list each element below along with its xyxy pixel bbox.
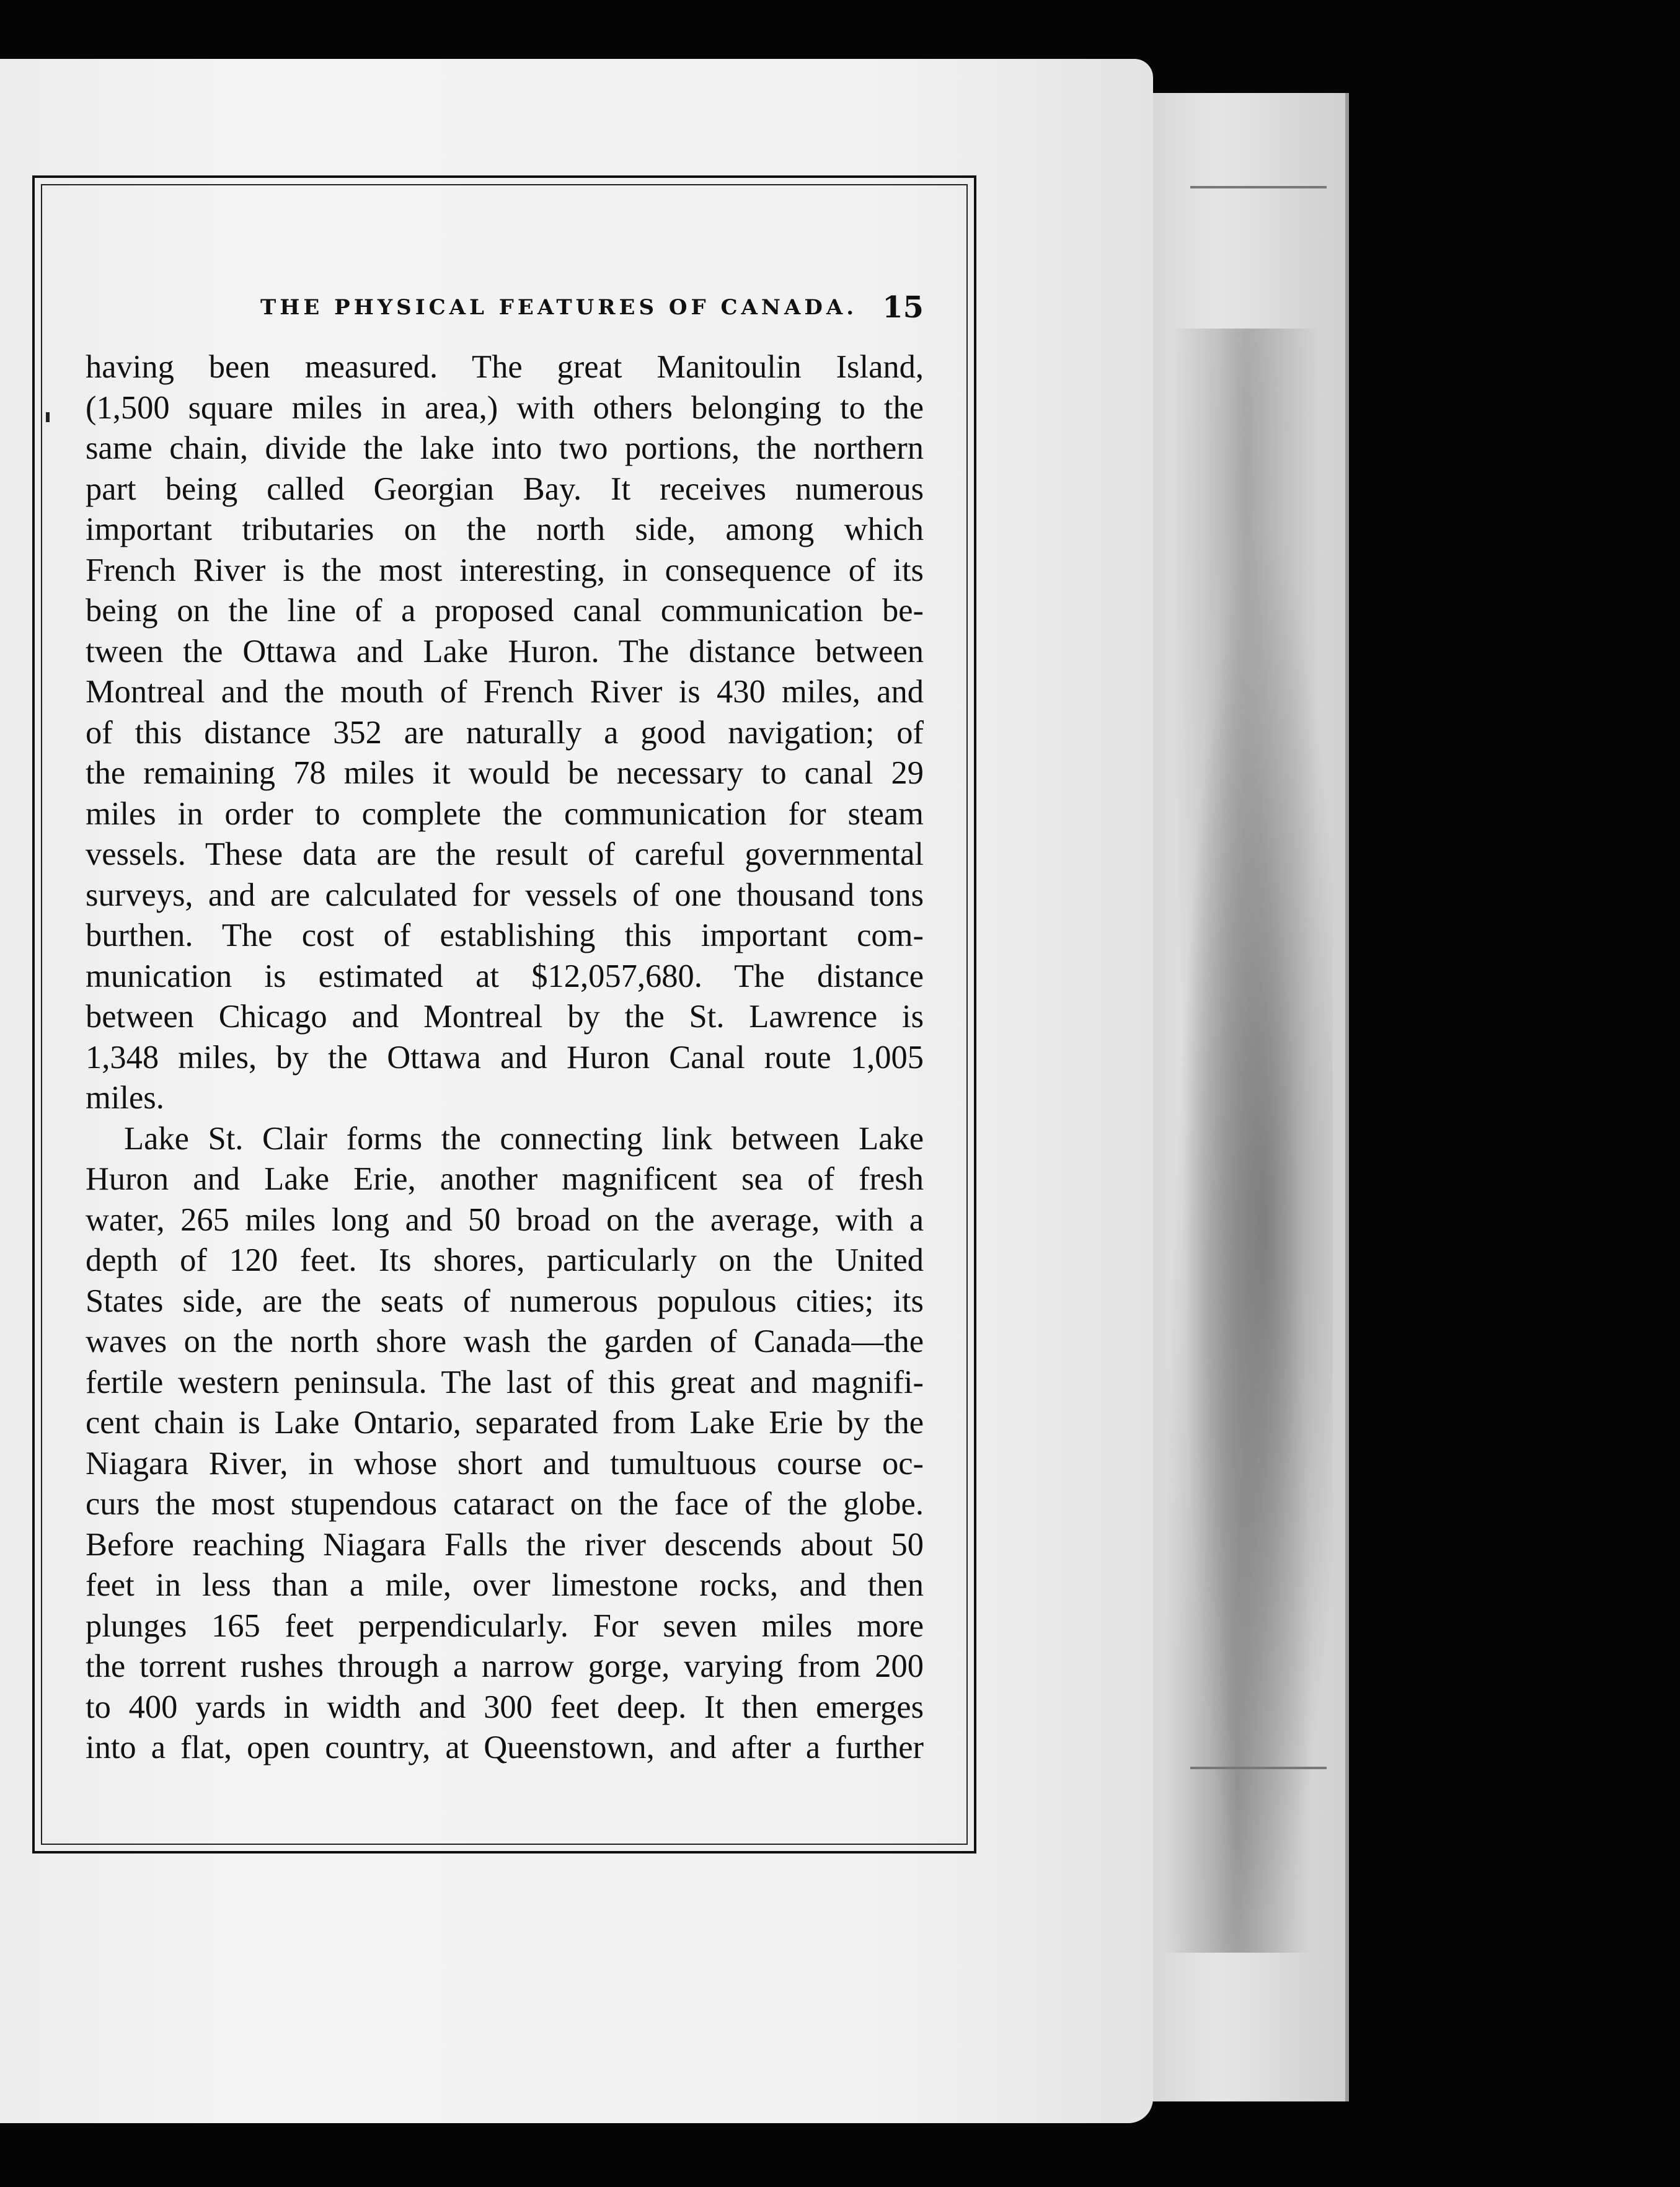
text-line: Before reaching Niagara Falls the river descends about 50 (86, 1526, 924, 1563)
text-line: vessels. These data are the result of careful governmental (86, 836, 924, 872)
text-line: between Chicago and Montreal by the St. Lawrence is (86, 999, 924, 1035)
text-line: of this distance 352 are naturally a good navigation; of (86, 714, 924, 751)
text-line: cent chain is Lake Ontario, separated from Lake Erie by the (86, 1405, 924, 1441)
text-line: burthen. The cost of establishing this important com- (86, 917, 924, 953)
page-edge-mark (1190, 186, 1327, 188)
page-header (43, 290, 924, 334)
text-line: surveys, and are calculated for vessels of one thousand tons (86, 877, 924, 913)
text-line: miles in order to complete the communication for steam (86, 795, 924, 832)
text-line: States side, are the seats of numerous populous cities; its (86, 1283, 924, 1319)
page-number: 15 (882, 290, 924, 325)
text-line: Montreal and the mouth of French River is 430 miles, and (86, 674, 924, 710)
text-line: being on the line of a proposed canal communication be- (86, 593, 924, 629)
text-line: Niagara River, in whose short and tumultuous course oc- (86, 1445, 924, 1482)
text-line: Lake St. Clair forms the connecting link between Lake (124, 1120, 924, 1157)
text-line: tween the Ottawa and Lake Huron. The distance between (86, 633, 924, 669)
text-line: munication is estimated at $12,057,680. The distance (86, 958, 924, 994)
paragraph (86, 1119, 924, 1769)
text-line: waves on the north shore wash the garden of Canada—the (86, 1323, 924, 1359)
text-line: feet in less than a mile, over limestone rocks, and then (86, 1567, 924, 1603)
margin-mark (46, 412, 50, 422)
text-line: miles. (86, 1080, 164, 1116)
running-head: THE PHYSICAL FEATURES OF CANADA. (260, 295, 858, 320)
next-page-edge (1134, 93, 1349, 2101)
text-line: into a flat, open country, at Queenstown, and after a further (86, 1730, 924, 1765)
page-stain (1159, 329, 1333, 1953)
text-line: Huron and Lake Erie, another magnificent sea of fresh (86, 1161, 924, 1197)
text-line: fertile western peninsula. The last of this great and magnifi- (86, 1364, 924, 1400)
text-line: plunges 165 feet perpendicularly. For seven miles more (86, 1607, 924, 1644)
text-line: curs the most stupendous cataract on the face of the globe. (86, 1486, 924, 1522)
text-line: (1,500 square miles in area,) with others belonging to the (86, 389, 924, 426)
text-line: same chain, divide the lake into two portions, the northern (86, 430, 924, 466)
body-text (86, 347, 924, 1769)
text-line: important tributaries on the north side, among which (86, 511, 924, 547)
page-edge-mark (1190, 1767, 1327, 1769)
text-line: depth of 120 feet. Its shores, particularly on the United (86, 1242, 924, 1278)
text-line: having been measured. The great Manitoulin Island, (86, 349, 924, 385)
paragraph (86, 347, 924, 1119)
text-line: the torrent rushes through a narrow gorge, varying from 200 (86, 1648, 924, 1684)
text-line: part being called Georgian Bay. It receives numerous (86, 471, 924, 507)
text-line: French River is the most interesting, in consequence of its (86, 552, 924, 588)
text-line: 1,348 miles, by the Ottawa and Huron Canal route 1,005 (86, 1039, 924, 1076)
text-line: to 400 yards in width and 300 feet deep. It then emerges (86, 1689, 924, 1725)
text-line: the remaining 78 miles it would be necessary to canal 29 (86, 755, 924, 791)
text-line: water, 265 miles long and 50 broad on the average, with a (86, 1201, 924, 1238)
